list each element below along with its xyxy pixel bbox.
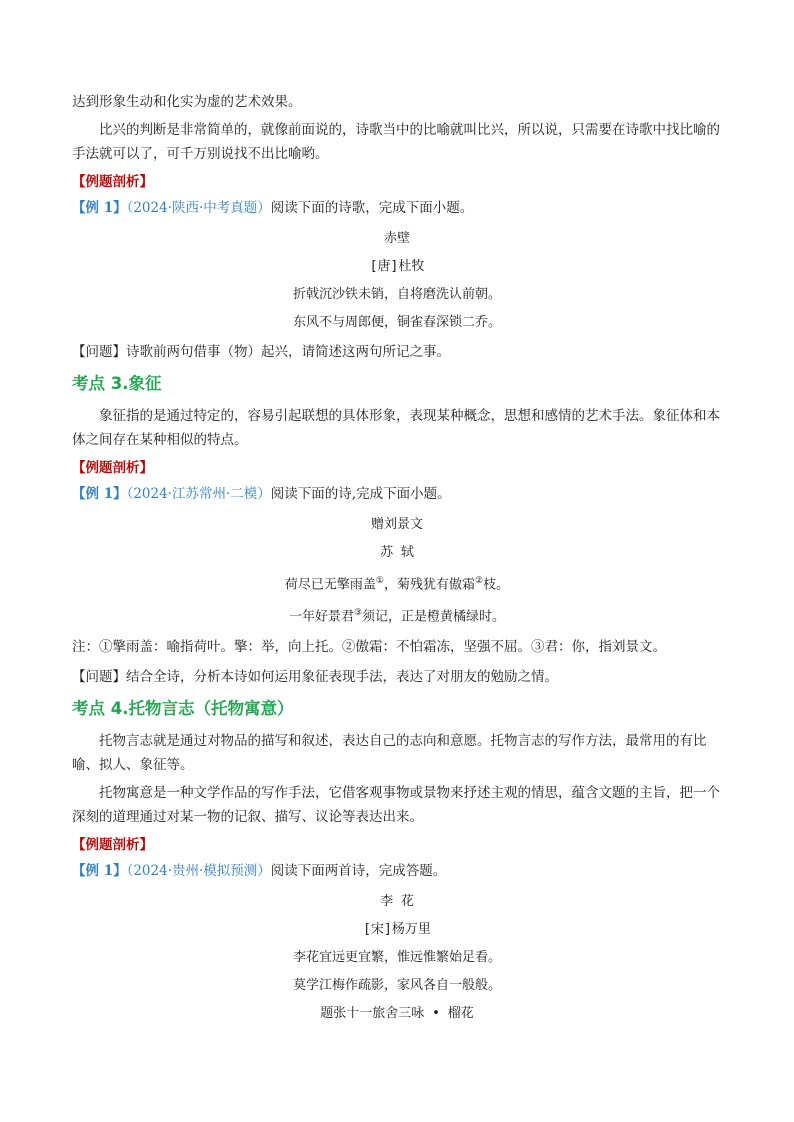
- poem-line: [72, 570, 722, 596]
- example-source: （2024·江苏常州·二模）: [126, 486, 271, 502]
- poem-title: 赤壁: [383, 231, 410, 246]
- example-line: [72, 482, 722, 506]
- example-source: （2024·陕西·中考真题）: [126, 200, 271, 216]
- bixing-paragraph: 比兴的判断是非常简单的，就像前面说的，诗歌当中的比喻就叫比兴，所以说，只需要在诗歌中找比喻的手法就可以了，可千万别说找不出比喻哟。: [72, 122, 720, 162]
- symbolism-paragraph: 象征指的是通过特定的，容易引起联想的具体形象，表现某种概念，思想和感情的艺术手法。象征体和本体之间存在某种相似的特点。: [72, 408, 720, 448]
- section-heading-tuowu: 考点 4.托物言志（托物寓意）: [72, 698, 294, 718]
- example-line: [72, 859, 722, 883]
- tuowu-paragraph-2: 托物寓意是一种文学作品的写作手法，它借客观事物或景物来抒述主观的情思，蕴含文题的主旨，把一个深刻的道理通过对某一物的记叙、描写、议论等表达出来。: [72, 784, 720, 825]
- poem-li-hua: [72, 891, 722, 1025]
- poem-line: 东风不与周郎便，铜雀春深锁二乔。: [292, 315, 501, 330]
- poem-title: 赠刘景文: [370, 517, 423, 532]
- footnote-marker: ②: [475, 576, 484, 586]
- example-tag: 【例 1】: [72, 486, 127, 502]
- footnote-marker: ③: [353, 608, 363, 619]
- poem-notes: 注：①擎雨盖：喻指荷叶。擎：举，向上托。②傲霜：不怕霜冻，坚强不屈。③君：你，指刘景文。: [72, 638, 666, 655]
- example-analysis-label: 【例题剖析】: [72, 174, 153, 190]
- poem-chibi: [72, 228, 722, 334]
- poem-line: 李花宜远更宜繁，惟远惟繁始足看。: [292, 949, 501, 965]
- section-heading-symbolism: 考点 3.象征: [72, 374, 162, 393]
- poem-title: 李 花: [380, 893, 414, 909]
- poem-segment: 荷尽已无擎雨盖: [284, 577, 376, 593]
- example-tag: 【例 1】: [72, 862, 127, 879]
- footnote-marker: ①: [375, 576, 384, 586]
- poem-author: 苏 轼: [380, 545, 414, 560]
- example-analysis-label: 【例题剖析】: [72, 836, 153, 853]
- intro-continuation: 达到形象生动和化实为虚的艺术效果。: [72, 94, 302, 110]
- poem-segment: ，菊残犹有傲霜: [383, 577, 475, 593]
- poem-line: 莫学江梅作疏影，家风各自一般般。: [292, 977, 501, 993]
- poem-line: 折戟沉沙铁未销，自将磨洗认前朝。: [292, 287, 501, 302]
- poem-line: [72, 602, 722, 628]
- example-source: （2024·贵州·模拟预测）: [126, 862, 271, 879]
- poem-segment: 须记，正是橙黄橘绿时。: [362, 609, 506, 625]
- example-instruction: 阅读下面的诗,完成下面小题。: [270, 486, 451, 502]
- example-analysis-label: 【例题剖析】: [72, 460, 153, 476]
- example-instruction: 阅读下面的诗歌，完成下面小题。: [270, 200, 474, 216]
- example-instruction: 阅读下面两首诗，完成答题。: [270, 862, 447, 879]
- poem-title: 题张十一旅舍三咏 • 榴花: [320, 1005, 474, 1021]
- example-tag: 【例 1】: [72, 200, 127, 216]
- poem-author: [唐]杜牧: [369, 259, 425, 274]
- poem-segment: 一年好景君: [288, 609, 354, 625]
- poem-author: [宋]杨万里: [363, 921, 431, 937]
- question-text: 【问题】诗歌前两句借事（物）起兴，请简述这两句所记之事。: [72, 344, 450, 360]
- poem-segment: 枝。: [483, 577, 510, 593]
- page-content: [72, 90, 722, 1031]
- poem-zeng-liu-jingwen: [72, 514, 722, 629]
- tuowu-paragraph-1: 托物言志就是通过对物品的描写和叙述，表达自己的志向和意愿。托物言志的写作方法，最常用的有比喻、拟人、象征等。: [72, 732, 707, 773]
- example-line: [72, 196, 722, 220]
- question-text: 【问题】结合全诗，分析本诗如何运用象征表现手法，表达了对朋友的勉励之情。: [72, 668, 558, 685]
